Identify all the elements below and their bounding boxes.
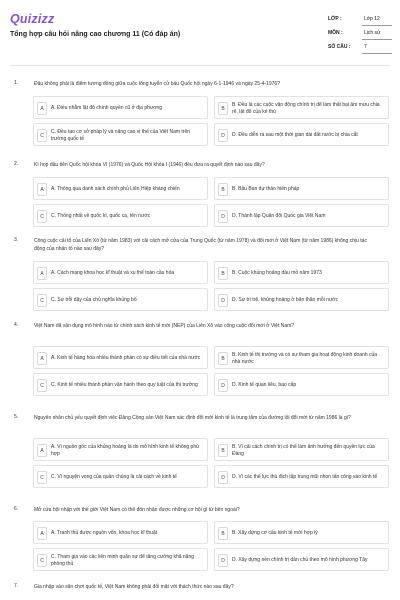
option-text: A. Điều nhằm lật đổ chính quyền cũ ở địa phương <box>51 105 163 111</box>
option-text: D. Thành lập Quân đội Quốc gia Việt Nam <box>232 213 326 219</box>
option-text: B. Bầu Ban dự thảo hiến pháp <box>232 186 300 192</box>
option-text: B. Cuộc khủng hoảng dầu mỏ năm 1973 <box>232 270 322 276</box>
option-key: C <box>37 379 47 392</box>
option-key: D <box>218 294 228 307</box>
option-key: A <box>37 183 47 196</box>
worksheet-header <box>0 0 400 64</box>
option-a[interactable] <box>33 177 208 200</box>
header-divider <box>10 65 390 66</box>
option-a[interactable] <box>33 96 208 119</box>
option-c[interactable] <box>33 204 208 227</box>
option-text: D. Sự trì trệ, khủng hoảng ở bản thân mỗi nước <box>232 297 339 303</box>
option-key: C <box>37 471 47 484</box>
option-key: C <box>37 210 47 223</box>
option-text: D. Xây dựng nền chính trị dân chủ theo mô hình phương Tây <box>232 557 368 563</box>
field-subject <box>328 30 392 42</box>
option-text: D. Đều diễn ra sau một thời gian dài đất nước bị chia cắt <box>232 132 358 138</box>
option-a[interactable] <box>33 438 208 461</box>
field-class <box>328 16 392 28</box>
option-text: A. Tranh thủ được nguồn vốn, khoa học kĩ thuật <box>51 530 158 536</box>
option-key: D <box>218 210 228 223</box>
option-text: A. Kinh tế hàng hóa nhiều thành phần có sự điều tiết của nhà nước <box>51 355 201 361</box>
option-key: A <box>37 527 47 540</box>
option-text: C. Sự trỗi dậy của chủ nghĩa khủng bố <box>51 297 137 303</box>
field-class-label: LỚP : <box>328 16 342 22</box>
field-question-count <box>328 44 392 56</box>
option-text: D. Kinh tế quan liêu, bao cấp <box>232 382 297 388</box>
option-key: A <box>37 267 47 280</box>
option-key: B <box>218 527 228 540</box>
worksheet-title: Tổng hợp câu hỏi nâng cao chương 11 (Có đáp án) <box>10 31 181 38</box>
field-class-value: Lớp 12 <box>364 16 380 22</box>
option-a[interactable] <box>33 261 208 284</box>
option-b[interactable] <box>214 521 389 544</box>
option-a[interactable] <box>33 521 208 544</box>
question-number: 1. <box>14 80 19 86</box>
option-key: B <box>218 102 228 115</box>
field-question-count-underline <box>362 53 392 54</box>
option-key: B <box>218 444 228 457</box>
question-text: Việt Nam đã vận dụng mô hình nào từ chính sách kinh tế mới (NEP) của Liên Xô vào công cuộc đổi mới ở Việt Nam? <box>34 323 295 329</box>
option-text: C. Tham gia vào các liên minh quân sự để tăng cường khả năng phòng thủ <box>51 553 195 567</box>
option-key: D <box>218 379 228 392</box>
option-text: A. Thông qua danh sách chính phủ Liên Hiệp kháng chiến <box>51 186 180 192</box>
option-key: D <box>218 129 228 142</box>
option-text: C. Thống nhất về quốc kì, quốc ca, tên nước <box>51 213 151 219</box>
option-text: B. Vì cải cách chính trị có thể làm ảnh hưởng đến quyền lực của Đảng <box>232 443 375 457</box>
option-key: D <box>218 554 228 567</box>
option-key: C <box>37 294 47 307</box>
field-question-count-label: SỐ CÂU : <box>328 44 351 50</box>
option-b[interactable] <box>214 177 389 200</box>
option-key: A <box>37 352 47 365</box>
option-c[interactable] <box>33 465 208 488</box>
option-text: C. Vì nguyện vọng của quần chúng là cải cách về kinh tế <box>51 474 177 480</box>
option-text: C. Đều tạo cơ sở pháp lý và nâng cao vị thế của Việt Nam trên trường quốc tế <box>51 128 191 142</box>
option-d[interactable] <box>214 465 389 488</box>
option-b[interactable] <box>214 261 389 284</box>
option-d[interactable] <box>214 288 389 311</box>
question-number: 6. <box>14 506 19 512</box>
option-key: D <box>218 471 228 484</box>
option-d[interactable] <box>214 123 389 146</box>
option-key: A <box>37 102 47 115</box>
option-text: B. Xây dựng cơ cấu kinh tế mới hợp lý <box>232 530 318 536</box>
question-number: 3. <box>14 237 19 243</box>
option-a[interactable] <box>33 346 208 369</box>
option-key: C <box>37 129 47 142</box>
option-c[interactable] <box>33 373 208 396</box>
question-text: Công cuộc cải tổ của Liên Xô (từ năm 1983) với cải cách mở cửa của Trung Quốc (từ năm 1978) và đổi mới ở Việt Nam (từ năm 1986) không chịu tác động của nhân tố nào sau đây? <box>34 238 367 252</box>
option-d[interactable] <box>214 204 389 227</box>
question-number: 5. <box>14 414 19 420</box>
option-b[interactable] <box>214 438 389 461</box>
option-c[interactable] <box>33 548 208 571</box>
field-class-underline <box>362 25 392 26</box>
option-text: B. Kinh tế thị trường và có sự tham gia hoạt động kinh doanh của nhà nước <box>232 351 378 365</box>
option-c[interactable] <box>33 288 208 311</box>
option-key: B <box>218 352 228 365</box>
option-b[interactable] <box>214 346 389 369</box>
option-text: A. Vì nguồn gốc của khủng hoảng là do mô hình kinh tế không phù hợp <box>51 443 199 457</box>
question-text: Gia nhập vào sân chơi quốc tế, Việt Nam không phải đối mặt với thách thức nào sau đây? <box>34 584 234 590</box>
question-number: 4. <box>14 322 19 328</box>
option-text: D. Vì các thế lực thù địch tập trung mũi nhọn tấn công vào kinh tế <box>232 474 378 480</box>
option-key: B <box>218 267 228 280</box>
option-d[interactable] <box>214 548 389 571</box>
field-question-count-value: 7 <box>364 44 367 50</box>
option-text: A. Cách mạng khoa học kĩ thuật và xu thế toàn cầu hóa <box>51 270 175 276</box>
option-d[interactable] <box>214 373 389 396</box>
question-text: Đâu không phải là điểm tương đồng giữa cuộc tổng tuyển cử bầu Quốc hội ngày 6-1-1946 và ngày 25-4-1976? <box>34 81 280 87</box>
question-number: 7. <box>14 583 19 589</box>
field-subject-underline <box>362 39 392 40</box>
option-text: B. Đều là các cuộc vận động chính trị để làm thất bại âm mưu chia rẽ, lật đổ của kẻ thù <box>232 101 380 115</box>
question-number: 2. <box>14 161 19 167</box>
question-text: Mở cửa hội nhập với thế giới Việt Nam có thể đón nhận được những cơ hội gì từ bên ngoài? <box>34 507 240 513</box>
option-key: C <box>37 554 47 567</box>
question-text: Kì họp đầu tiên Quốc hội khóa VI (1976) và Quốc Hội khóa I (1946) đều đưa ra quyết định nào sau đây? <box>34 162 265 168</box>
option-text: C. Kinh tế nhiều thành phần vận hành theo quy luật của thị trường <box>51 382 198 388</box>
field-subject-label: MÔN : <box>328 30 343 36</box>
option-b[interactable] <box>214 96 389 119</box>
question-text: Nguyên nhân chủ yếu quyết định việc Đảng Cộng sản Việt Nam xác định đổi mới kinh tế là trung tâm của đường lối đổi mới từ năm 1986 là gì? <box>34 415 351 421</box>
option-c[interactable] <box>33 123 208 146</box>
quizizz-logo: Quizizz <box>10 12 55 26</box>
option-key: B <box>218 183 228 196</box>
option-key: A <box>37 444 47 457</box>
field-subject-value: Lịch sử <box>364 30 381 36</box>
